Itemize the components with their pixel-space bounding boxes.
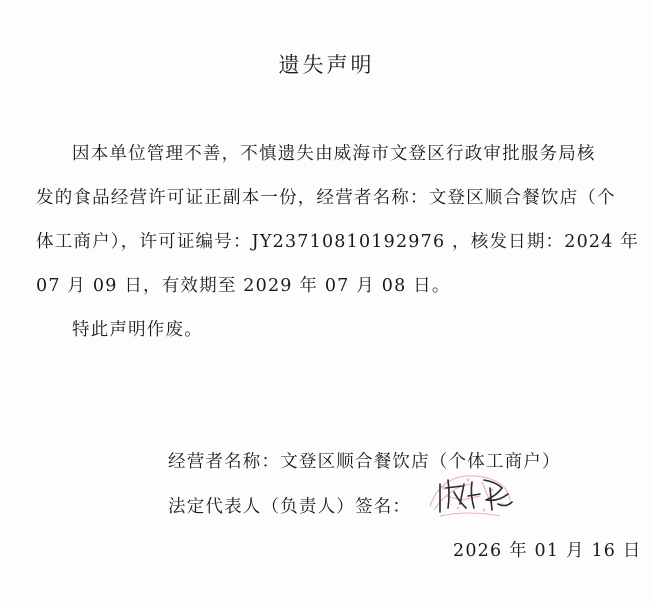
representative-signature-label: 法定代表人（负责人）签名： <box>168 497 412 517</box>
body-line-2: 发的食品经营许可证正副本一份，经营者名称：文登区顺合餐饮店（个 <box>36 188 616 208</box>
body-line-1: 因本单位管理不善，不慎遗失由威海市文登区行政审批服务局核 <box>72 144 596 164</box>
body-line-3: 体工商户），许可证编号：JY23710810192976 ，核发日期：2024 年 <box>36 232 640 252</box>
statement-date: 2026 年 01 月 16 日 <box>453 541 642 561</box>
document-title: 遗失声明 <box>278 53 375 77</box>
handwritten-signature <box>436 474 516 516</box>
operator-name-line: 经营者名称：文登区顺合餐饮店（个体工商户） <box>168 452 561 472</box>
body-line-5: 特此声明作废。 <box>72 320 203 340</box>
body-line-4: 07 月 09 日，有效期至 2029 年 07 月 08 日。 <box>36 276 451 296</box>
